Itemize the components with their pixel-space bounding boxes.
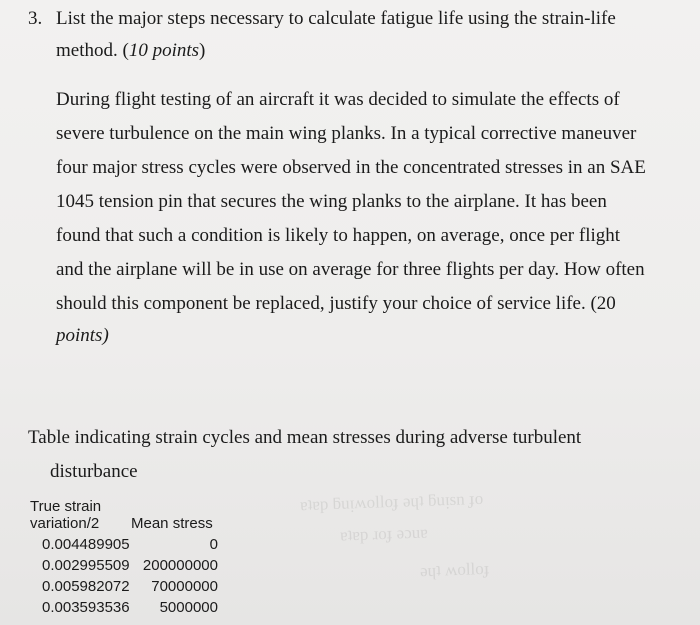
- prompt-line: method. (10 points): [56, 40, 206, 61]
- table-cell-strain: 0.003593536: [42, 599, 130, 616]
- table-cell-stress: 70000000: [151, 578, 218, 595]
- table-cell-stress: 5000000: [159, 599, 218, 616]
- paragraph-line: 1045 tension pin that secures the wing planks to the airplane. It has been: [56, 191, 607, 212]
- bleed-through-text: ɐʇɐp ɹoɟ ǝɔuɐ: [339, 522, 429, 545]
- paragraph-line: severe turbulence on the main wing planks. In a typical corrective maneuver: [56, 123, 637, 144]
- question-number: 3.: [28, 8, 43, 29]
- prompt-points: 10 points: [128, 40, 200, 61]
- paragraph-line: During flight testing of an aircraft it was decided to simulate the effects of: [56, 89, 620, 110]
- table-title: disturbance: [50, 461, 138, 482]
- prompt-line: List the major steps necessary to calculate fatigue life using the strain-life: [56, 8, 616, 29]
- table-cell-strain: 0.002995509: [42, 557, 130, 574]
- table-header-stress: Mean stress: [131, 515, 213, 532]
- table-cell-stress: 200000000: [142, 557, 218, 574]
- table-cell-strain: 0.004489905: [42, 536, 130, 553]
- paragraph-line: found that such a condition is likely to happen, on average, once per flight: [56, 225, 621, 246]
- bleed-through-text: ɐʇɐp ƃuᴉʍolloɟ ǝɥʇ ƃuᴉsn ɟo: [299, 488, 484, 515]
- paragraph-line: should this component be replaced, justify your choice of service life. (20: [56, 293, 616, 314]
- paragraph-line: four major stress cycles were observed in the concentrated stresses in an SAE: [56, 157, 646, 178]
- table-header-strain: variation/2: [30, 515, 100, 532]
- table-cell-strain: 0.005982072: [42, 578, 130, 595]
- bleed-through-text: ǝɥʇ ʍolloɟ: [419, 558, 490, 581]
- table-header-strain: True strain: [30, 498, 102, 515]
- paragraph-line: and the airplane will be in use on average for three flights per day. How often: [56, 259, 645, 280]
- paragraph-line: points): [56, 325, 109, 346]
- table-title: Table indicating strain cycles and mean stresses during adverse turbulent: [28, 427, 582, 448]
- table-cell-stress: 0: [209, 536, 218, 553]
